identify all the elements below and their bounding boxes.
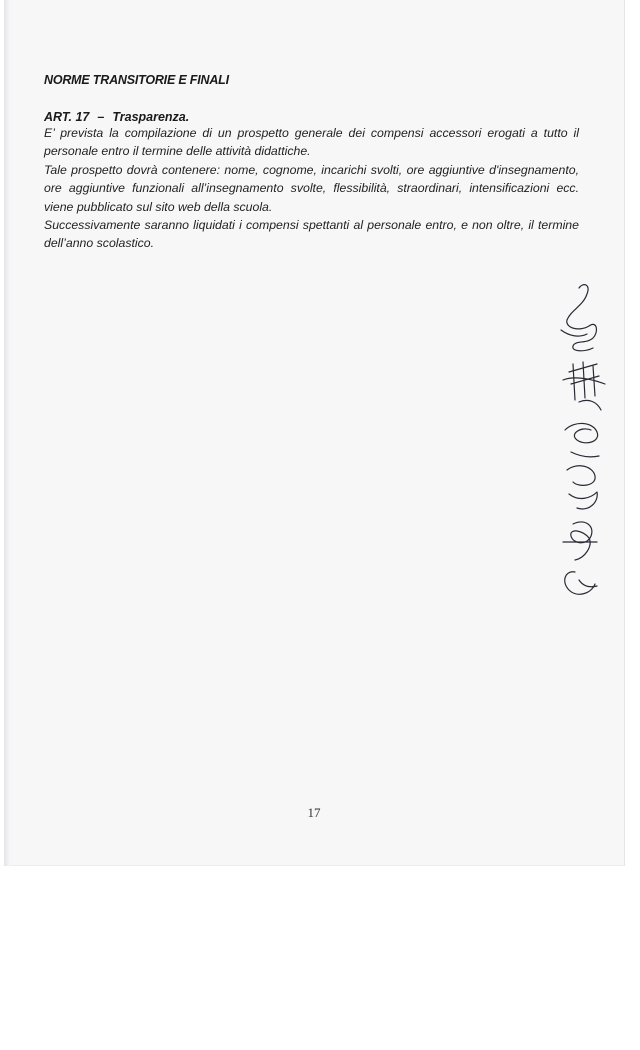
article-number: ART. 17 [44,110,90,124]
section-title: NORME TRANSITORIE E FINALI [44,73,229,87]
article-title: Trasparenza. [112,110,190,124]
article-separator: – [97,110,105,124]
scan-edge-shadow [4,0,10,866]
paragraph: Successivamente saranno liquidati i compensi spettanti al personale entro, e non oltre, il termine dell’anno scolastico. [44,218,579,251]
scanned-page [4,0,625,866]
article-body [44,124,579,253]
paragraph: E’ prevista la compilazione di un prospetto generale dei compensi accessori erogati a tutto il personale entro il termine delle attività didattiche. [44,126,579,159]
article-heading [44,110,189,124]
paragraph: Tale prospetto dovrà contenere: nome, cognome, incarichi svolti, ore aggiuntive d'insegnamento, ore aggiuntive funzionali all’insegnamento svolte, flessibilità, straordinari, intensificazioni ecc. viene pubblicato sul sito web della scuola. [44,162,579,214]
handwritten-signatures-icon [549,280,629,620]
page-number: 17 [307,805,321,820]
